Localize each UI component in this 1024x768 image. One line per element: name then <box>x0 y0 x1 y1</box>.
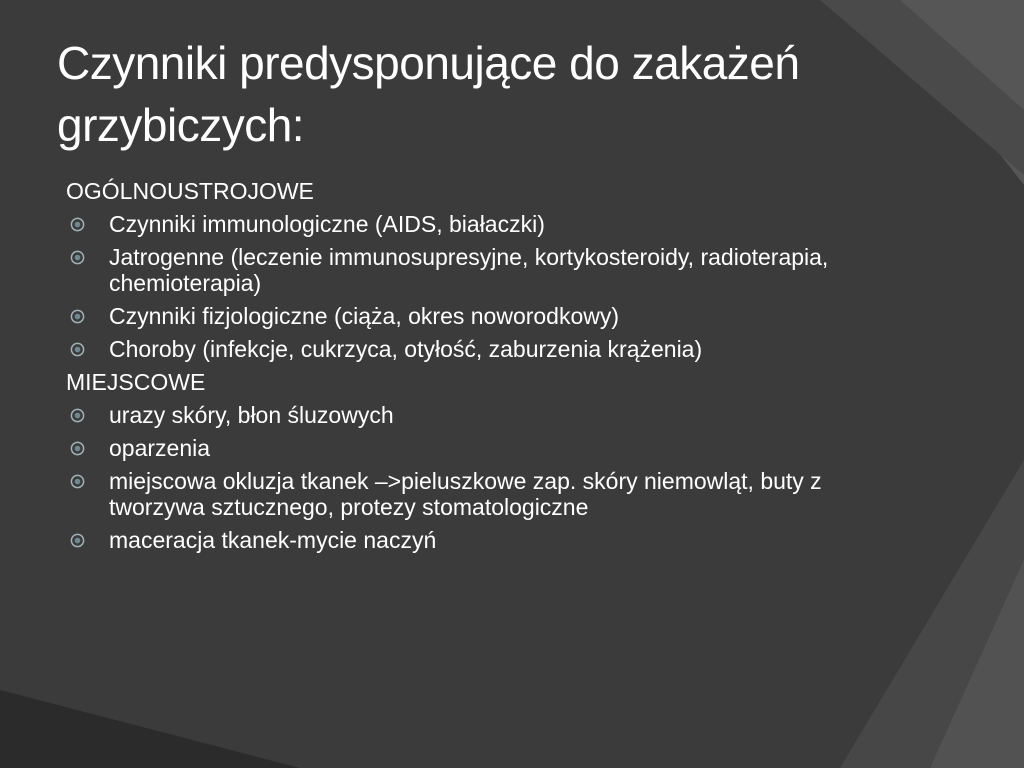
list-item-text: Jatrogenne (leczenie immunosupresyjne, kortykosteroidy, radioterapia, chemioterapia) <box>109 244 829 296</box>
list-item-text: oparzenia <box>109 435 211 461</box>
section-heading-local: MIEJSCOWE <box>66 369 206 395</box>
target-bullet-icon <box>70 533 85 548</box>
slide-title: Czynniki predysponujące do zakażeń grzybiczych: <box>57 37 800 151</box>
list-item <box>66 336 896 362</box>
list-item-text: miejscowa okluzja tkanek –>pieluszkowe zap. skóry niemowląt, buty z tworzywa sztucznego, protezy stomatologiczne <box>109 468 822 520</box>
list-item-text: urazy skóry, błon śluzowych <box>109 402 394 428</box>
list-item <box>66 244 896 296</box>
list-item-text: Choroby (infekcje, cukrzyca, otyłość, zaburzenia krążenia) <box>109 336 703 362</box>
section-heading-general: OGÓLNOUSTROJOWE <box>66 178 314 204</box>
list-item-text: Czynniki fizjologiczne (ciąża, okres noworodkowy) <box>109 303 620 329</box>
list-item-text: maceracja tkanek-mycie naczyń <box>109 527 437 553</box>
target-bullet-icon <box>70 474 85 489</box>
list-item <box>66 211 896 237</box>
target-bullet-icon <box>70 309 85 324</box>
bullet-list-local <box>66 402 896 553</box>
list-item <box>66 303 896 329</box>
target-bullet-icon <box>70 408 85 423</box>
list-item <box>66 402 896 428</box>
list-item-text: Czynniki immunologiczne (AIDS, białaczki) <box>109 211 545 237</box>
target-bullet-icon <box>70 441 85 456</box>
target-bullet-icon <box>70 250 85 265</box>
target-bullet-icon <box>70 342 85 357</box>
list-item <box>66 435 896 461</box>
target-bullet-icon <box>70 217 85 232</box>
list-item <box>66 468 896 520</box>
list-item <box>66 527 896 553</box>
slide-content <box>66 178 896 560</box>
bullet-list-general <box>66 211 896 362</box>
